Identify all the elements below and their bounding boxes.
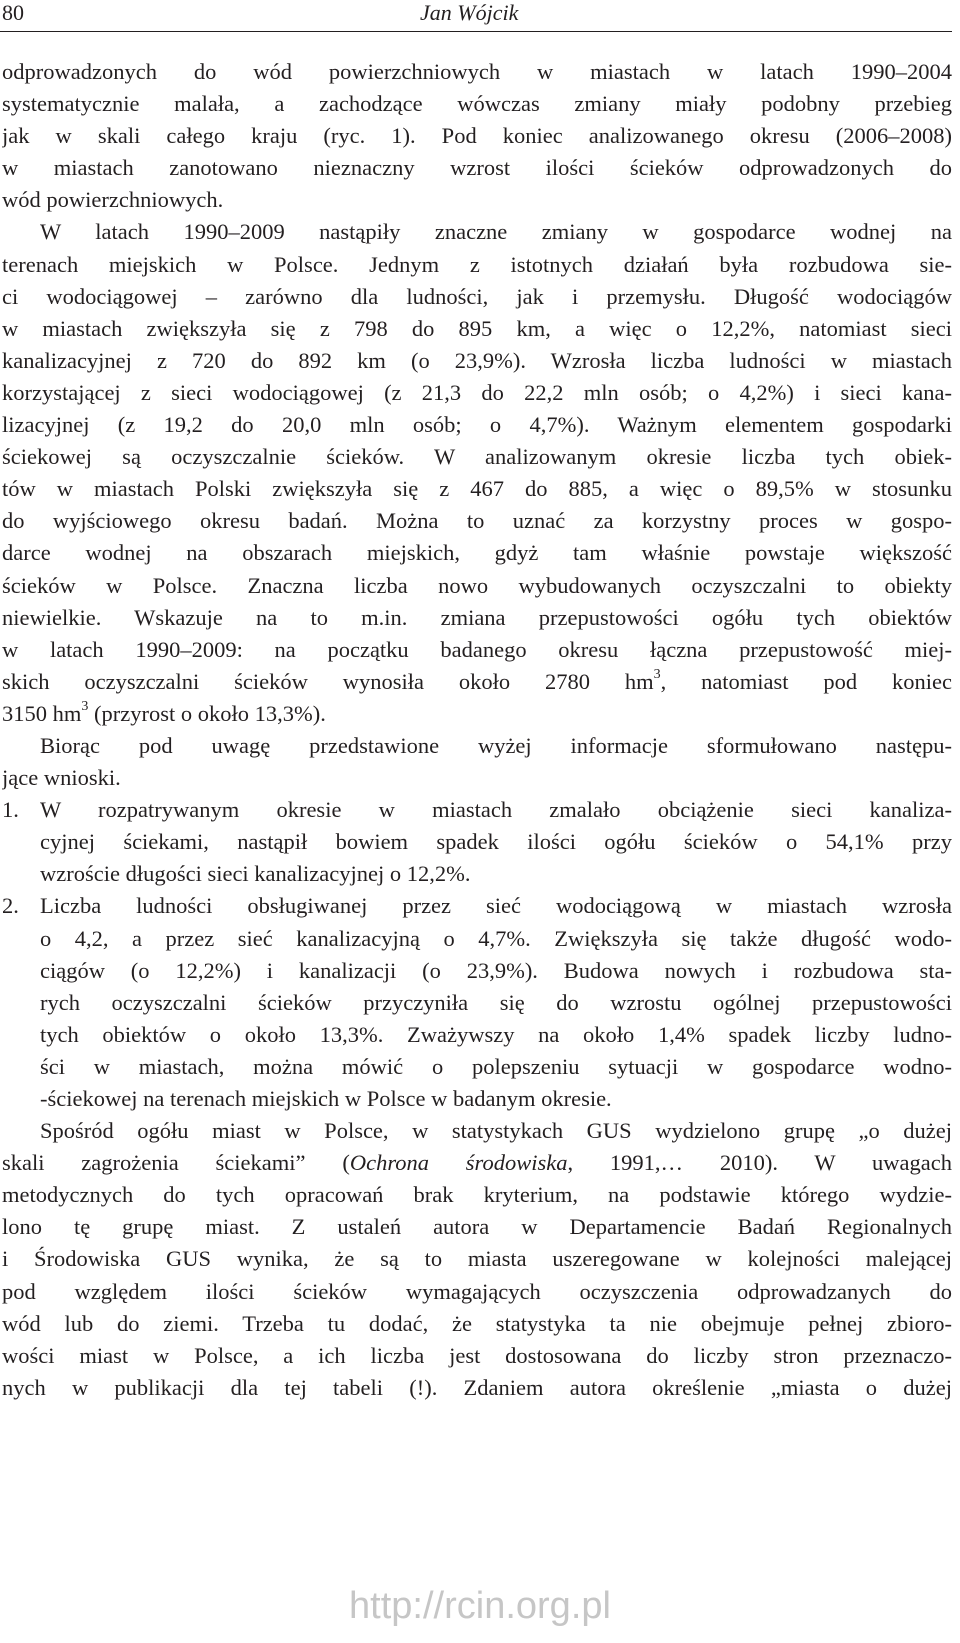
running-head-author: Jan Wójcik <box>420 0 519 25</box>
text-line <box>2 1211 952 1243</box>
text-line <box>2 1308 952 1340</box>
text-line <box>2 409 952 441</box>
text-line <box>2 666 952 698</box>
text-line <box>2 505 952 537</box>
text-line <box>2 1115 952 1147</box>
line-text-continued: (przyrost o około 13,3%). <box>88 700 326 726</box>
line-text: jące wnioski. <box>2 765 121 791</box>
text-line <box>2 762 952 794</box>
source-url-watermark: http://rcin.org.pl <box>349 1585 611 1627</box>
text-line <box>2 1179 952 1211</box>
text-line <box>2 730 952 762</box>
line-text: o 4,2, a przez sieć kanalizacyjną o 4,7%. Zwiększyła się także długość wodo- <box>40 925 952 951</box>
text-line <box>2 249 952 281</box>
line-text: Biorąc pod uwagę przedstawione wyżej informacje sformułowano następu- <box>40 732 952 758</box>
text-line <box>2 1243 952 1275</box>
text-line <box>2 345 952 377</box>
line-text-continued: , natomiast pod koniec <box>660 668 952 694</box>
line-text: cyjnej ściekami, nastąpił bowiem spadek ilości ogółu ścieków o 54,1% przy <box>40 829 952 855</box>
italic-title: Ochrona środowiska <box>349 1150 568 1176</box>
line-text: metodycznych do tych opracowań brak kryterium, na podstawie którego wydzie- <box>2 1182 952 1208</box>
text-line <box>2 120 952 152</box>
line-text: terenach miejskich w Polsce. Jednym z istotnych działań była rozbudowa sie- <box>2 251 952 277</box>
text-line <box>2 955 952 987</box>
line-text: wód lub do ziemi. Trzeba tu dodać, że statystyka ta nie obejmuje pełnej zbioro- <box>2 1310 952 1336</box>
text-line <box>2 987 952 1019</box>
list-number: 1. <box>2 797 19 823</box>
text-line <box>2 1147 952 1179</box>
line-text: tów w miastach Polski zwiększyła się z 467 do 885, a więc o 89,5% w stosunku <box>2 476 952 502</box>
line-text: systematycznie malała, a zachodzące wówczas zmiany miały podobny przebieg <box>2 91 952 117</box>
line-text: ciągów (o 12,2%) i kanalizacji (o 23,9%). Budowa nowych i rozbudowa sta- <box>40 957 952 983</box>
line-text: skich oczyszczalni ścieków wynosiła około 2780 hm <box>2 668 654 694</box>
text-line <box>2 826 952 858</box>
line-text: korzystającej z sieci wodociągowej (z 21,3 do 22,2 mln osób; o 4,2%) i sieci kana- <box>2 379 952 405</box>
text-line <box>2 281 952 313</box>
line-text: nych w publikacji dla tej tabeli (!). Zdaniem autora określenie „miasta o dużej <box>2 1374 952 1400</box>
text-line <box>2 923 952 955</box>
line-text: wzroście długości sieci kanalizacyjnej o 12,2%. <box>40 861 471 887</box>
text-line <box>2 570 952 602</box>
page-number: 80 <box>2 0 24 25</box>
line-text: w latach 1990–2009: na początku badanego okresu łączna przepustowość miej- <box>2 636 952 662</box>
line-text: niewielkie. Wskazuje na to m.in. zmiana przepustowości ogółu tych obiektów <box>2 604 952 630</box>
text-line <box>2 698 952 730</box>
text-line <box>2 890 952 922</box>
line-text: darce wodnej na obszarach miejskich, gdyż tam właśnie powstaje większość <box>2 540 952 566</box>
superscript: 3 <box>81 699 89 715</box>
line-text: w miastach zwiększyła się z 798 do 895 km, a więc o 12,2%, natomiast sieci <box>2 315 952 341</box>
line-text: jak w skali całego kraju (ryc. 1). Pod koniec analizowanego okresu (2006–2008) <box>2 123 952 149</box>
list-number: 2. <box>2 893 19 919</box>
text-line <box>2 313 952 345</box>
line-text: ci wodociągowej – zarówno dla ludności, jak i przemysłu. Długość wodociągów <box>2 283 952 309</box>
line-text: tych obiektów o około 13,3%. Zważywszy na około 1,4% spadek liczby ludno- <box>40 1021 952 1047</box>
text-line <box>2 441 952 473</box>
line-text: rych oczyszczalni ścieków przyczyniła się do wzrostu ogólnej przepustowości <box>40 989 952 1015</box>
line-text: Liczba ludności obsługiwanej przez sieć wodociągową w miastach wzrosła <box>40 893 952 919</box>
page-header <box>0 0 952 32</box>
text-line <box>2 634 952 666</box>
text-line <box>2 216 952 248</box>
line-text: -ściekowej na terenach miejskich w Polsce w badanym okresie. <box>40 1086 612 1111</box>
text-line <box>2 88 952 120</box>
text-line <box>2 377 952 409</box>
text-line <box>2 602 952 634</box>
line-text: lono tę grupę miast. Z ustaleń autora w Departamencie Badań Regionalnych <box>2 1214 952 1240</box>
line-text: do wyjściowego okresu badań. Można to uznać za korzystny proces w gospo- <box>2 508 952 534</box>
text-line <box>2 1340 952 1372</box>
line-text: pod względem ilości ścieków wymagających oczyszczenia odprowadzanych do <box>2 1278 952 1304</box>
text-line <box>2 794 952 826</box>
line-text: wód powierzchniowych. <box>2 187 224 213</box>
text-line <box>2 858 952 890</box>
line-text: ściekowej są oczyszczalnie ścieków. W analizowanym okresie liczba tych obiek- <box>2 444 952 470</box>
text-line <box>2 1372 952 1404</box>
text-line <box>2 184 952 216</box>
superscript: 3 <box>653 667 661 683</box>
line-text: ścieków w Polsce. Znaczna liczba nowo wybudowanych oczyszczalni to obiekty <box>2 572 952 598</box>
line-text: W latach 1990–2009 nastąpiły znaczne zmiany w gospodarce wodnej na <box>40 219 952 245</box>
text-line <box>2 56 952 88</box>
line-text: kanalizacyjnej z 720 do 892 km (o 23,9%). Wzrosła liczba ludności w miastach <box>2 347 952 373</box>
text-line <box>2 1051 952 1083</box>
line-text-continued: , 1991,… 2010). W uwagach <box>567 1150 952 1176</box>
text-line <box>2 1083 952 1115</box>
line-text: 3150 hm <box>2 700 82 726</box>
line-text: odprowadzonych do wód powierzchniowych w miastach w latach 1990–2004 <box>2 59 952 84</box>
line-text: wości miast w Polsce, a ich liczba jest dostosowana do liczby stron przeznaczo- <box>2 1342 952 1368</box>
line-text: skali zagrożenia ściekami” ( <box>2 1150 350 1176</box>
body-text <box>2 56 952 1404</box>
text-line <box>2 152 952 184</box>
line-text: ści w miastach, można mówić o polepszeniu sytuacji w gospodarce wodno- <box>40 1053 952 1079</box>
line-text: w miastach zanotowano nieznaczny wzrost ilości ścieków odprowadzonych do <box>2 155 952 181</box>
text-line <box>2 473 952 505</box>
line-text: lizacyjnej (z 19,2 do 20,0 mln osób; o 4,7%). Ważnym elementem gospodarki <box>2 412 952 438</box>
line-text: W rozpatrywanym okresie w miastach zmalało obciążenie sieci kanaliza- <box>40 797 952 823</box>
line-text: Spośród ogółu miast w Polsce, w statystykach GUS wydzielono grupę „o dużej <box>40 1118 952 1144</box>
line-text: i Środowiska GUS wynika, że są to miasta uszeregowane w kolejności malejącej <box>2 1246 952 1272</box>
text-line <box>2 1276 952 1308</box>
text-line <box>2 1019 952 1051</box>
text-line <box>2 537 952 569</box>
